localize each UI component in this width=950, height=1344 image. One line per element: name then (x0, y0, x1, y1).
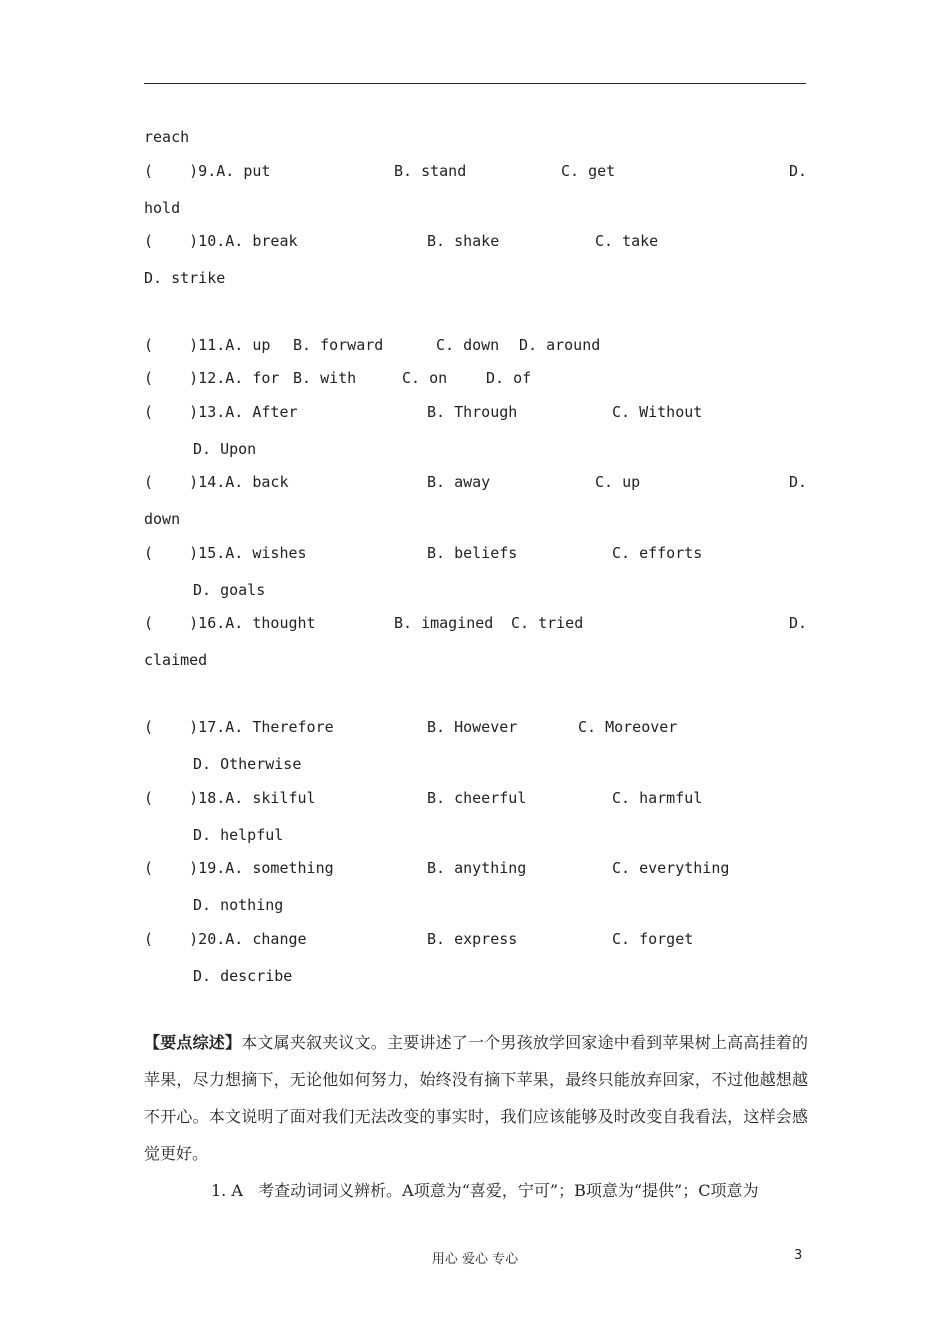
option-c: C. Without (612, 403, 703, 421)
option-c: C. tried (511, 614, 584, 632)
answer-1: 1. A 考查动词词义辨析。A项意为“喜爱，宁可”；B项意为“提供”；C项意为 (211, 1181, 759, 1200)
option-c: C. Moreover (578, 718, 678, 736)
option-d: D. nothing (193, 896, 284, 914)
text-line: reach (144, 128, 190, 146)
option-d-text: claimed (144, 651, 208, 669)
option-b: B. imagined (394, 614, 494, 632)
option-c: C. down (436, 336, 500, 354)
option-b: B. express (427, 930, 518, 948)
option-b: B. stand (394, 162, 467, 180)
option-b: B. beliefs (427, 544, 518, 562)
option-c: C. up (595, 473, 641, 491)
question-14: ( )14.A. back (144, 473, 289, 491)
option-b: B. forward (293, 336, 384, 354)
summary-heading: 【要点综述】 (144, 1033, 242, 1052)
header-rule (144, 83, 806, 84)
question-15: ( )15.A. wishes (144, 544, 307, 562)
option-d: D. Otherwise (193, 755, 302, 773)
option-d-text: hold (144, 199, 181, 217)
option-b: B. shake (427, 232, 500, 250)
question-11: ( )11.A. up (144, 336, 271, 354)
question-9: ( )9.A. put (144, 162, 271, 180)
option-c: C. forget (612, 930, 694, 948)
option-c: C. take (595, 232, 659, 250)
option-c: C. efforts (612, 544, 703, 562)
option-d-text: down (144, 510, 181, 528)
option-c: C. on (402, 369, 448, 387)
question-19: ( )19.A. something (144, 859, 334, 877)
option-d: D. Upon (193, 440, 257, 458)
question-17: ( )17.A. Therefore (144, 718, 334, 736)
question-12: ( )12.A. for (144, 369, 280, 387)
option-b: B. cheerful (427, 789, 527, 807)
option-d: D. around (519, 336, 601, 354)
option-d: D. strike (144, 269, 226, 287)
option-d: D. describe (193, 967, 293, 985)
option-c: C. harmful (612, 789, 703, 807)
option-c: C. get (561, 162, 616, 180)
option-d: D. (789, 614, 808, 632)
option-d: D. of (486, 369, 532, 387)
option-b: B. away (427, 473, 491, 491)
page-footer: 用心 爱心 专心 (431, 1252, 519, 1267)
option-b: B. anything (427, 859, 527, 877)
option-b: B. with (293, 369, 357, 387)
question-18: ( )18.A. skilful (144, 789, 316, 807)
option-b: B. However (427, 718, 518, 736)
question-13: ( )13.A. After (144, 403, 298, 421)
option-d: D. goals (193, 581, 266, 599)
option-d: D. (789, 162, 808, 180)
option-b: B. Through (427, 403, 518, 421)
question-16: ( )16.A. thought (144, 614, 316, 632)
question-10: ( )10.A. break (144, 232, 298, 250)
summary-paragraph (144, 1024, 808, 1172)
summary-text: 本文属夹叙夹议文。主要讲述了一个男孩放学回家途中看到苹果树上高高挂着的苹果，尽力想摘下，无论他如何努力，始终没有摘下苹果，最终只能放弃回家，不过他越想越不开心。本文说明了面对我们无法改变的事实时，我们应该能够及时改变自我看法，这样会感觉更好。 (144, 1033, 808, 1163)
option-d: D. helpful (193, 826, 284, 844)
page-number: 3 (794, 1248, 803, 1263)
question-20: ( )20.A. change (144, 930, 307, 948)
option-d: D. (789, 473, 808, 491)
option-c: C. everything (612, 859, 730, 877)
